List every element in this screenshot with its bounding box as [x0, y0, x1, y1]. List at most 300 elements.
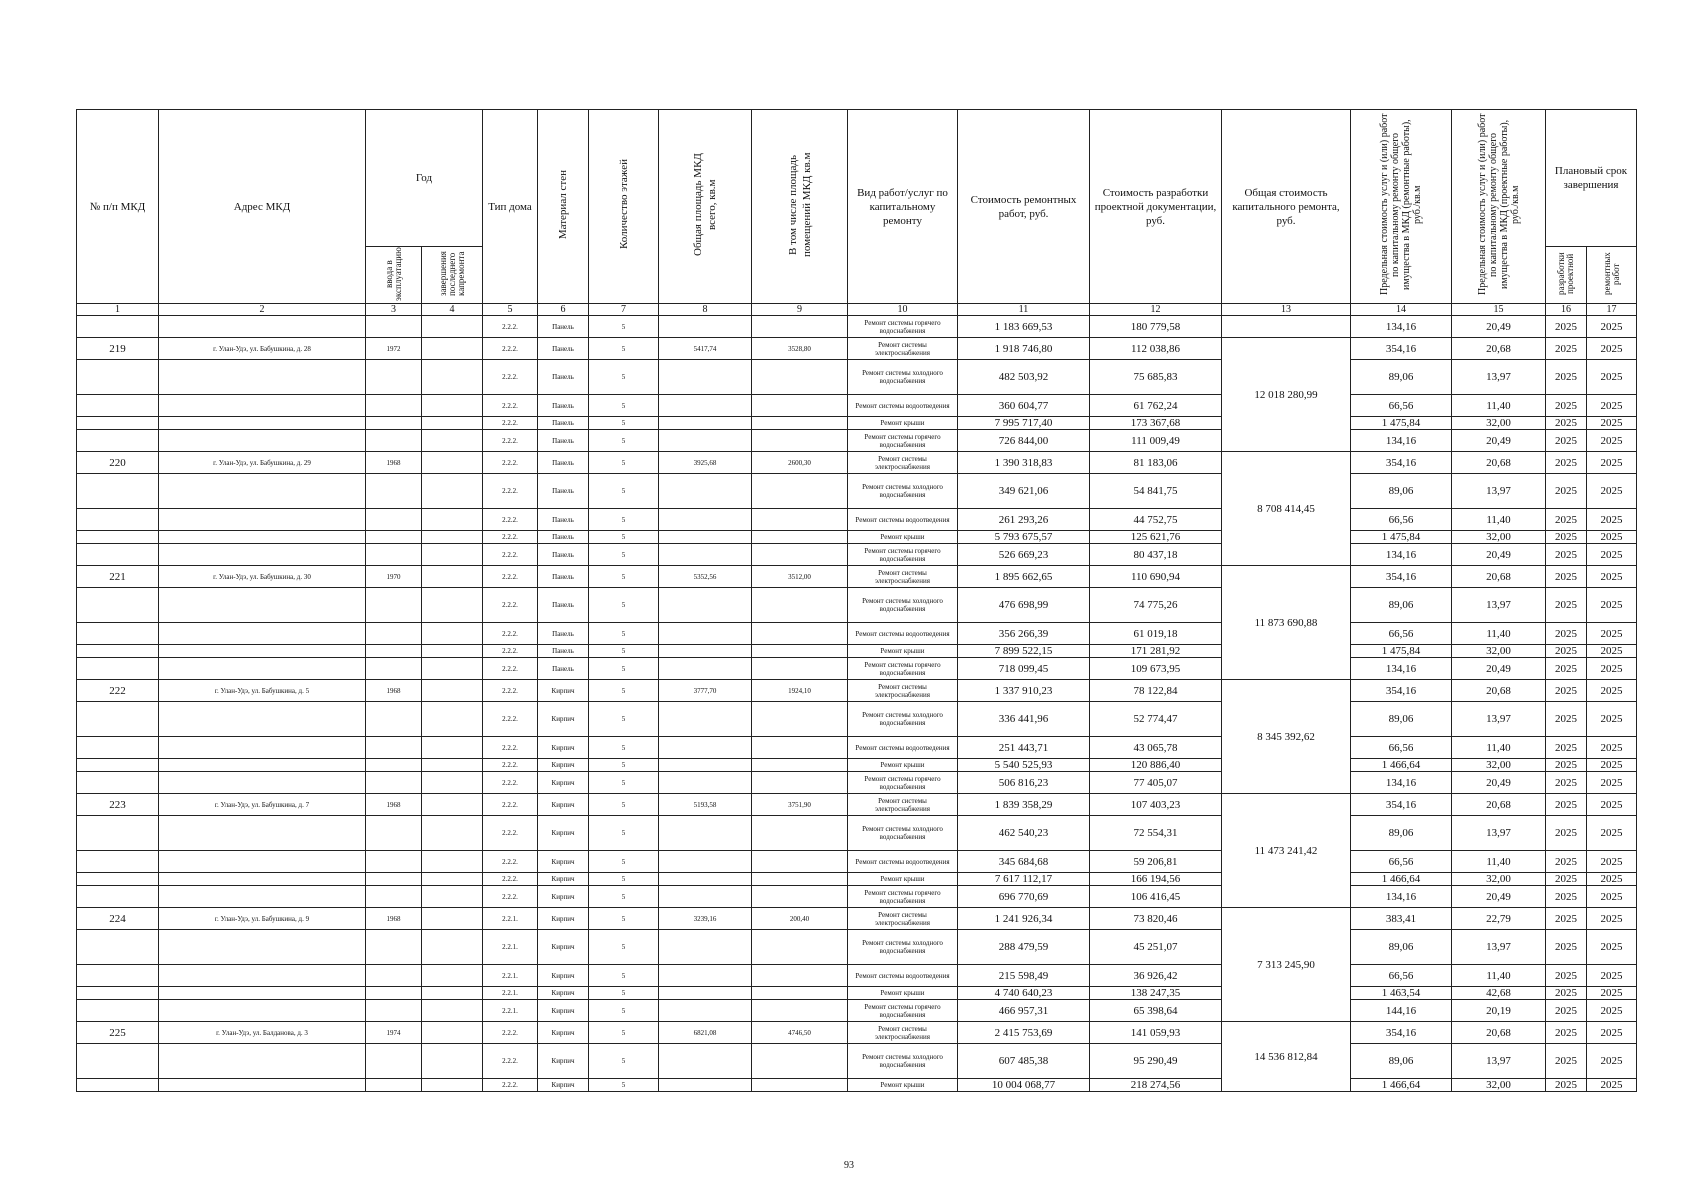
repair-cost-cell: 261 293,26 — [958, 509, 1090, 531]
total-area-cell — [659, 873, 752, 886]
limit-design-cell: 22,79 — [1452, 908, 1546, 930]
premises-area-cell: 4746,50 — [752, 1022, 848, 1044]
work-type-cell: Ремонт системы холодного водоснабжения — [848, 360, 958, 395]
repair-cost-cell: 1 839 358,29 — [958, 794, 1090, 816]
limit-design-cell: 13,97 — [1452, 360, 1546, 395]
floors-cell: 5 — [589, 588, 659, 623]
table-row — [77, 816, 1637, 851]
limit-design-cell: 11,40 — [1452, 737, 1546, 759]
wall-material-cell: Панель — [538, 566, 589, 588]
year-commissioned-cell: 1968 — [366, 680, 422, 702]
total-area-cell — [659, 1000, 752, 1022]
year-commissioned-cell: 1974 — [366, 1022, 422, 1044]
repair-cost-cell: 360 604,77 — [958, 395, 1090, 417]
total-cost-cell: 7 313 245,90 — [1222, 908, 1351, 1022]
year-commissioned-cell — [366, 1000, 422, 1022]
wall-material-cell: Кирпич — [538, 930, 589, 965]
year-last-repair-cell — [422, 417, 483, 430]
total-area-cell — [659, 772, 752, 794]
total-area-cell — [659, 886, 752, 908]
floors-cell: 5 — [589, 965, 659, 987]
limit-repair-cell: 66,56 — [1351, 851, 1452, 873]
column-number: 6 — [538, 304, 589, 316]
table-row — [77, 316, 1637, 338]
design-cost-cell: 52 774,47 — [1090, 702, 1222, 737]
year-commissioned-cell — [366, 930, 422, 965]
wall-material-cell: Панель — [538, 509, 589, 531]
premises-area-cell — [752, 759, 848, 772]
floors-cell: 5 — [589, 1079, 659, 1092]
table-row — [77, 794, 1637, 816]
wall-material-cell: Кирпич — [538, 680, 589, 702]
work-type-cell: Ремонт системы горячего водоснабжения — [848, 544, 958, 566]
header-total-cost: Общая стоимость капитального ремонта, руб. — [1222, 110, 1351, 304]
year-last-repair-cell — [422, 623, 483, 645]
house-type-cell: 2.2.2. — [483, 1079, 538, 1092]
deadline-design-cell: 2025 — [1546, 759, 1587, 772]
mkd-number-cell — [77, 873, 159, 886]
house-type-cell: 2.2.2. — [483, 531, 538, 544]
total-area-cell — [659, 395, 752, 417]
deadline-design-cell: 2025 — [1546, 965, 1587, 987]
house-type-cell: 2.2.2. — [483, 886, 538, 908]
limit-design-cell: 32,00 — [1452, 417, 1546, 430]
limit-repair-cell: 1 463,54 — [1351, 987, 1452, 1000]
limit-design-cell: 20,49 — [1452, 658, 1546, 680]
floors-cell: 5 — [589, 1000, 659, 1022]
table-row — [77, 417, 1637, 430]
address-cell — [159, 851, 366, 873]
wall-material-cell: Кирпич — [538, 987, 589, 1000]
limit-repair-cell: 89,06 — [1351, 588, 1452, 623]
repair-cost-cell: 696 770,69 — [958, 886, 1090, 908]
year-last-repair-cell — [422, 360, 483, 395]
table-row — [77, 737, 1637, 759]
premises-area-cell — [752, 965, 848, 987]
wall-material-cell: Кирпич — [538, 965, 589, 987]
wall-material-cell: Панель — [538, 360, 589, 395]
total-cost-cell: 11 473 241,42 — [1222, 794, 1351, 908]
mkd-number-cell — [77, 737, 159, 759]
address-cell — [159, 1079, 366, 1092]
premises-area-cell: 200,40 — [752, 908, 848, 930]
deadline-repair-cell: 2025 — [1587, 316, 1637, 338]
house-type-cell: 2.2.2. — [483, 623, 538, 645]
repair-cost-cell: 7 995 717,40 — [958, 417, 1090, 430]
limit-design-cell: 13,97 — [1452, 930, 1546, 965]
deadline-repair-cell: 2025 — [1587, 759, 1637, 772]
premises-area-cell — [752, 430, 848, 452]
year-commissioned-cell — [366, 588, 422, 623]
deadline-repair-cell: 2025 — [1587, 737, 1637, 759]
deadline-design-cell: 2025 — [1546, 886, 1587, 908]
year-last-repair-cell — [422, 886, 483, 908]
deadline-repair-cell: 2025 — [1587, 452, 1637, 474]
mkd-number-cell — [77, 544, 159, 566]
premises-area-cell — [752, 930, 848, 965]
table-row — [77, 452, 1637, 474]
work-type-cell: Ремонт системы водоотведения — [848, 965, 958, 987]
deadline-design-cell: 2025 — [1546, 873, 1587, 886]
repair-cost-cell: 1 390 318,83 — [958, 452, 1090, 474]
column-number: 16 — [1546, 304, 1587, 316]
premises-area-cell — [752, 509, 848, 531]
floors-cell: 5 — [589, 680, 659, 702]
floors-cell: 5 — [589, 873, 659, 886]
column-number: 11 — [958, 304, 1090, 316]
wall-material-cell: Панель — [538, 544, 589, 566]
deadline-repair-cell: 2025 — [1587, 987, 1637, 1000]
limit-repair-cell: 354,16 — [1351, 452, 1452, 474]
floors-cell: 5 — [589, 908, 659, 930]
table-row — [77, 851, 1637, 873]
year-last-repair-cell — [422, 509, 483, 531]
limit-design-cell: 20,68 — [1452, 794, 1546, 816]
year-commissioned-cell — [366, 658, 422, 680]
address-cell — [159, 474, 366, 509]
house-type-cell: 2.2.1. — [483, 1000, 538, 1022]
column-number: 7 — [589, 304, 659, 316]
deadline-repair-cell: 2025 — [1587, 474, 1637, 509]
deadline-repair-cell: 2025 — [1587, 395, 1637, 417]
column-number: 12 — [1090, 304, 1222, 316]
limit-repair-cell: 89,06 — [1351, 1044, 1452, 1079]
work-type-cell: Ремонт крыши — [848, 1079, 958, 1092]
house-type-cell: 2.2.1. — [483, 908, 538, 930]
mkd-number-cell — [77, 1079, 159, 1092]
house-type-cell: 2.2.2. — [483, 588, 538, 623]
deadline-design-cell: 2025 — [1546, 316, 1587, 338]
column-number: 8 — [659, 304, 752, 316]
repair-cost-cell: 482 503,92 — [958, 360, 1090, 395]
design-cost-cell: 107 403,23 — [1090, 794, 1222, 816]
mkd-number-cell: 222 — [77, 680, 159, 702]
premises-area-cell — [752, 417, 848, 430]
repair-cost-cell: 466 957,31 — [958, 1000, 1090, 1022]
repair-cost-cell: 726 844,00 — [958, 430, 1090, 452]
floors-cell: 5 — [589, 544, 659, 566]
deadline-repair-cell: 2025 — [1587, 873, 1637, 886]
work-type-cell: Ремонт крыши — [848, 759, 958, 772]
premises-area-cell: 1924,10 — [752, 680, 848, 702]
work-type-cell: Ремонт системы горячего водоснабжения — [848, 1000, 958, 1022]
work-type-cell: Ремонт крыши — [848, 531, 958, 544]
mkd-number-cell — [77, 702, 159, 737]
house-type-cell: 2.2.2. — [483, 702, 538, 737]
design-cost-cell: 110 690,94 — [1090, 566, 1222, 588]
year-commissioned-cell — [366, 965, 422, 987]
year-last-repair-cell — [422, 1044, 483, 1079]
year-commissioned-cell — [366, 474, 422, 509]
design-cost-cell: 61 019,18 — [1090, 623, 1222, 645]
mkd-number-cell — [77, 509, 159, 531]
column-number: 1 — [77, 304, 159, 316]
limit-design-cell: 20,68 — [1452, 566, 1546, 588]
table-row — [77, 338, 1637, 360]
total-area-cell — [659, 316, 752, 338]
wall-material-cell: Кирпич — [538, 851, 589, 873]
deadline-design-cell: 2025 — [1546, 430, 1587, 452]
wall-material-cell: Панель — [538, 338, 589, 360]
floors-cell: 5 — [589, 316, 659, 338]
total-area-cell — [659, 759, 752, 772]
year-last-repair-cell — [422, 965, 483, 987]
table-row — [77, 360, 1637, 395]
design-cost-cell: 138 247,35 — [1090, 987, 1222, 1000]
design-cost-cell: 80 437,18 — [1090, 544, 1222, 566]
wall-material-cell: Кирпич — [538, 737, 589, 759]
deadline-repair-cell: 2025 — [1587, 702, 1637, 737]
address-cell — [159, 544, 366, 566]
limit-design-cell: 20,68 — [1452, 1022, 1546, 1044]
total-area-cell — [659, 360, 752, 395]
mkd-number-cell — [77, 658, 159, 680]
address-cell — [159, 509, 366, 531]
limit-design-cell: 13,97 — [1452, 816, 1546, 851]
total-area-cell: 3239,16 — [659, 908, 752, 930]
year-last-repair-cell — [422, 338, 483, 360]
floors-cell: 5 — [589, 430, 659, 452]
deadline-repair-cell: 2025 — [1587, 338, 1637, 360]
limit-repair-cell: 134,16 — [1351, 316, 1452, 338]
floors-cell: 5 — [589, 452, 659, 474]
limit-design-cell: 20,49 — [1452, 886, 1546, 908]
limit-design-cell: 11,40 — [1452, 965, 1546, 987]
limit-repair-cell: 89,06 — [1351, 930, 1452, 965]
repair-cost-cell: 356 266,39 — [958, 623, 1090, 645]
work-type-cell: Ремонт системы электроснабжения — [848, 908, 958, 930]
design-cost-cell: 61 762,24 — [1090, 395, 1222, 417]
design-cost-cell: 106 416,45 — [1090, 886, 1222, 908]
mkd-number-cell — [77, 759, 159, 772]
total-area-cell: 5193,58 — [659, 794, 752, 816]
deadline-repair-cell: 2025 — [1587, 886, 1637, 908]
address-cell — [159, 316, 366, 338]
year-commissioned-cell — [366, 759, 422, 772]
table-body — [77, 316, 1637, 1092]
design-cost-cell: 36 926,42 — [1090, 965, 1222, 987]
year-last-repair-cell — [422, 645, 483, 658]
house-type-cell: 2.2.2. — [483, 851, 538, 873]
year-commissioned-cell — [366, 1079, 422, 1092]
deadline-repair-cell: 2025 — [1587, 930, 1637, 965]
limit-design-cell: 20,49 — [1452, 544, 1546, 566]
mkd-number-cell: 224 — [77, 908, 159, 930]
column-number: 4 — [422, 304, 483, 316]
address-cell — [159, 759, 366, 772]
repair-cost-cell: 526 669,23 — [958, 544, 1090, 566]
limit-design-cell: 32,00 — [1452, 873, 1546, 886]
limit-repair-cell: 66,56 — [1351, 509, 1452, 531]
limit-repair-cell: 354,16 — [1351, 1022, 1452, 1044]
header-deadline-design: разработки проектной — [1546, 247, 1587, 304]
header-limit-design: Предельная стоимость услуг и (или) работ по капитальному ремонту общего имущества в МКД (проектные работы), руб./кв.м — [1452, 110, 1546, 304]
deadline-repair-cell: 2025 — [1587, 658, 1637, 680]
design-cost-cell: 59 206,81 — [1090, 851, 1222, 873]
deadline-design-cell: 2025 — [1546, 680, 1587, 702]
work-type-cell: Ремонт крыши — [848, 873, 958, 886]
design-cost-cell: 218 274,56 — [1090, 1079, 1222, 1092]
mkd-number-cell — [77, 474, 159, 509]
premises-area-cell — [752, 531, 848, 544]
deadline-repair-cell: 2025 — [1587, 509, 1637, 531]
address-cell — [159, 965, 366, 987]
address-cell — [159, 430, 366, 452]
wall-material-cell: Кирпич — [538, 816, 589, 851]
deadline-design-cell: 2025 — [1546, 566, 1587, 588]
deadline-design-cell: 2025 — [1546, 395, 1587, 417]
year-last-repair-cell — [422, 680, 483, 702]
wall-material-cell: Кирпич — [538, 772, 589, 794]
floors-cell: 5 — [589, 645, 659, 658]
premises-area-cell: 3751,90 — [752, 794, 848, 816]
floors-cell: 5 — [589, 360, 659, 395]
limit-design-cell: 32,00 — [1452, 531, 1546, 544]
deadline-repair-cell: 2025 — [1587, 566, 1637, 588]
year-last-repair-cell — [422, 759, 483, 772]
premises-area-cell — [752, 316, 848, 338]
header-house-type: Тип дома — [483, 110, 538, 304]
wall-material-cell: Кирпич — [538, 1044, 589, 1079]
mkd-number-cell — [77, 395, 159, 417]
premises-area-cell — [752, 588, 848, 623]
work-type-cell: Ремонт системы электроснабжения — [848, 1022, 958, 1044]
table-row — [77, 474, 1637, 509]
limit-design-cell: 20,49 — [1452, 316, 1546, 338]
header-total-area: Общая площадь МКД всего, кв.м — [659, 110, 752, 304]
house-type-cell: 2.2.2. — [483, 430, 538, 452]
year-commissioned-cell: 1968 — [366, 452, 422, 474]
mkd-number-cell: 223 — [77, 794, 159, 816]
deadline-repair-cell: 2025 — [1587, 544, 1637, 566]
year-commissioned-cell — [366, 395, 422, 417]
address-cell — [159, 702, 366, 737]
total-area-cell — [659, 987, 752, 1000]
repair-cost-cell: 1 337 910,23 — [958, 680, 1090, 702]
premises-area-cell — [752, 360, 848, 395]
repair-cost-cell: 5 540 525,93 — [958, 759, 1090, 772]
limit-design-cell: 11,40 — [1452, 509, 1546, 531]
design-cost-cell: 141 059,93 — [1090, 1022, 1222, 1044]
floors-cell: 5 — [589, 338, 659, 360]
deadline-repair-cell: 2025 — [1587, 1000, 1637, 1022]
design-cost-cell: 73 820,46 — [1090, 908, 1222, 930]
repair-cost-cell: 1 895 662,65 — [958, 566, 1090, 588]
mkd-number-cell — [77, 886, 159, 908]
deadline-design-cell: 2025 — [1546, 509, 1587, 531]
address-cell — [159, 930, 366, 965]
wall-material-cell: Кирпич — [538, 794, 589, 816]
deadline-design-cell: 2025 — [1546, 908, 1587, 930]
work-type-cell: Ремонт системы холодного водоснабжения — [848, 1044, 958, 1079]
address-cell — [159, 360, 366, 395]
deadline-design-cell: 2025 — [1546, 360, 1587, 395]
table-row — [77, 1000, 1637, 1022]
mkd-number-cell: 219 — [77, 338, 159, 360]
floors-cell: 5 — [589, 658, 659, 680]
limit-design-cell: 13,97 — [1452, 702, 1546, 737]
total-area-cell — [659, 588, 752, 623]
mkd-number-cell — [77, 1000, 159, 1022]
work-type-cell: Ремонт системы горячего водоснабжения — [848, 886, 958, 908]
year-last-repair-cell — [422, 987, 483, 1000]
deadline-design-cell: 2025 — [1546, 658, 1587, 680]
mkd-number-cell — [77, 417, 159, 430]
limit-repair-cell: 66,56 — [1351, 623, 1452, 645]
mkd-number-cell — [77, 645, 159, 658]
year-commissioned-cell: 1972 — [366, 338, 422, 360]
column-number: 2 — [159, 304, 366, 316]
work-type-cell: Ремонт крыши — [848, 417, 958, 430]
year-commissioned-cell — [366, 623, 422, 645]
mkd-number-cell — [77, 851, 159, 873]
design-cost-cell: 72 554,31 — [1090, 816, 1222, 851]
table-row — [77, 987, 1637, 1000]
repair-cost-cell: 4 740 640,23 — [958, 987, 1090, 1000]
premises-area-cell — [752, 1079, 848, 1092]
column-number: 17 — [1587, 304, 1637, 316]
work-type-cell: Ремонт системы холодного водоснабжения — [848, 474, 958, 509]
year-commissioned-cell — [366, 360, 422, 395]
limit-repair-cell: 134,16 — [1351, 886, 1452, 908]
limit-repair-cell: 354,16 — [1351, 680, 1452, 702]
limit-design-cell: 20,68 — [1452, 680, 1546, 702]
limit-design-cell: 20,49 — [1452, 430, 1546, 452]
house-type-cell: 2.2.2. — [483, 1022, 538, 1044]
header-address: Адрес МКД — [159, 110, 366, 304]
year-commissioned-cell — [366, 645, 422, 658]
total-cost-cell: 11 873 690,88 — [1222, 566, 1351, 680]
total-area-cell — [659, 474, 752, 509]
premises-area-cell — [752, 851, 848, 873]
premises-area-cell — [752, 702, 848, 737]
total-area-cell — [659, 965, 752, 987]
wall-material-cell: Кирпич — [538, 1000, 589, 1022]
wall-material-cell: Кирпич — [538, 759, 589, 772]
limit-design-cell: 13,97 — [1452, 588, 1546, 623]
premises-area-cell — [752, 873, 848, 886]
repair-cost-cell: 718 099,45 — [958, 658, 1090, 680]
design-cost-cell: 44 752,75 — [1090, 509, 1222, 531]
total-area-cell — [659, 816, 752, 851]
work-type-cell: Ремонт системы электроснабжения — [848, 566, 958, 588]
column-number-row — [77, 304, 1637, 316]
deadline-design-cell: 2025 — [1546, 1000, 1587, 1022]
house-type-cell: 2.2.1. — [483, 930, 538, 965]
premises-area-cell — [752, 1044, 848, 1079]
house-type-cell: 2.2.2. — [483, 338, 538, 360]
design-cost-cell: 75 685,83 — [1090, 360, 1222, 395]
mkd-number-cell — [77, 430, 159, 452]
year-last-repair-cell — [422, 474, 483, 509]
year-last-repair-cell — [422, 816, 483, 851]
table-row — [77, 544, 1637, 566]
year-last-repair-cell — [422, 544, 483, 566]
table-row — [77, 588, 1637, 623]
work-type-cell: Ремонт системы водоотведения — [848, 395, 958, 417]
table-row — [77, 873, 1637, 886]
total-cost-cell: 12 018 280,99 — [1222, 338, 1351, 452]
design-cost-cell: 180 779,58 — [1090, 316, 1222, 338]
house-type-cell: 2.2.2. — [483, 417, 538, 430]
year-last-repair-cell — [422, 908, 483, 930]
design-cost-cell: 45 251,07 — [1090, 930, 1222, 965]
address-cell: г. Улан-Удэ, ул. Бабушкина, д. 9 — [159, 908, 366, 930]
total-area-cell — [659, 509, 752, 531]
house-type-cell: 2.2.2. — [483, 680, 538, 702]
year-last-repair-cell — [422, 452, 483, 474]
repair-cost-cell: 1 183 669,53 — [958, 316, 1090, 338]
